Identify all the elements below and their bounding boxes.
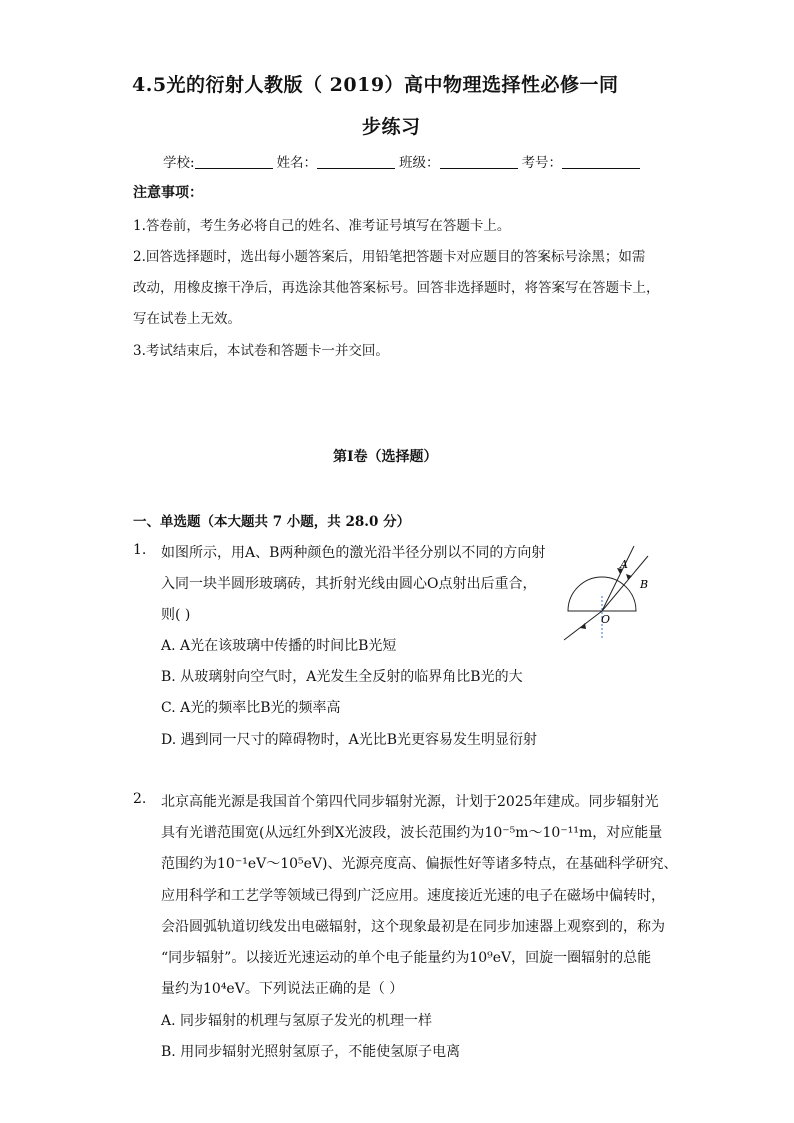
q2-stem-line6: “同步辐射”。以接近光速运动的单个电子能量约为10⁹eV，回旋一圈辐射的总能 [161, 950, 652, 966]
label-o: O [601, 613, 611, 626]
q1-semicircle-figure [560, 538, 670, 648]
school-blank[interactable] [195, 155, 273, 169]
q2-stem-line1: 北京高能光源是我国首个第四代同步辐射光源，计划于2025年建成。同步辐射光 [161, 794, 659, 810]
exit-ray-arrow [580, 623, 586, 629]
q1-option-b[interactable]: B. 从玻璃射向空气时，A光发生全反射的临界角比B光的大 [161, 669, 523, 685]
number-blank[interactable] [562, 155, 640, 169]
notice-item-2a: 2.回答选择题时，选出每小题答案后，用铅笔把答题卡对应题目的答案标号涂黑；如需 [133, 249, 646, 265]
school-label: 学校: [163, 155, 195, 171]
q2-option-b[interactable]: B. 用同步辐射光照射氢原子，不能使氢原子电离 [161, 1044, 461, 1060]
q1-option-d[interactable]: D. 遇到同一尺寸的障碍物时，A光比B光更容易发生明显衍射 [161, 732, 538, 748]
q2-stem-line4: 应用科学和工艺学等领域已得到广泛应用。速度接近光速的电子在磁场中偏转时， [161, 888, 665, 904]
notice-item-2c: 写在试卷上无效。 [133, 311, 241, 327]
section-title: 一、单选题（本大题共 7 小题，共 28.0 分） [133, 514, 411, 530]
name-label: 姓名： [276, 155, 318, 171]
q2-stem-line2: 具有光谱范围宽(从远红外到X光波段，波长范围约为10⁻⁵m～10⁻¹¹m，对应能量 [161, 825, 663, 841]
q2-stem-line7: 量约为10⁴eV。下列说法正确的是（ ） [161, 981, 404, 997]
name-blank[interactable] [317, 155, 395, 169]
q2-stem-line5: 会沿圆弧轨道切线发出电磁辐射，这个现象最初是在同步加速器上观察到的，称为 [161, 919, 665, 935]
q1-stem-line1: 如图所示，用A、B两种颜色的激光沿半径分别以不同的方向射 [161, 545, 546, 561]
class-label: 班级： [399, 155, 440, 171]
q2-stem-line3: 范围约为10⁻¹eV～10⁵eV)、光源亮度高、偏振性好等诸多特点，在基础科学研究、 [161, 856, 678, 872]
q1-stem-line2: 入同一块半圆形玻璃砖，其折射光线由圆心O点射出后重合， [161, 576, 537, 592]
class-blank[interactable] [440, 155, 518, 169]
part-title: 第I卷（选择题） [333, 449, 438, 465]
doc-title-line1: 4.5光的衍射人教版（ 2019）高中物理选择性必修一同 [132, 74, 619, 96]
q2-number: 2. [133, 791, 147, 807]
number-label: 考号： [521, 155, 563, 171]
label-a: A [620, 558, 628, 571]
q1-number: 1. [133, 542, 147, 558]
label-b: B [640, 578, 649, 591]
q1-option-c[interactable]: C. A光的频率比B光的频率高 [161, 700, 341, 716]
doc-title-line2: 步练习 [362, 116, 421, 138]
student-info-row [163, 151, 644, 171]
notice-heading: 注意事项： [133, 185, 203, 201]
notice-item-3: 3.考试结束后，本试卷和答题卡一并交回。 [133, 343, 389, 359]
notice-item-1: 1.答卷前，考生务必将自己的姓名、准考证号填写在答题卡上。 [133, 218, 511, 234]
q1-option-a[interactable]: A. A光在该玻璃中传播的时间比B光短 [161, 638, 397, 654]
q1-stem-line3: 则( ) [161, 607, 191, 623]
notice-item-2b: 改动，用橡皮擦干净后，再选涂其他答案标号。回答非选择题时，将答案写在答题卡上， [133, 280, 660, 296]
q2-option-a[interactable]: A. 同步辐射的机理与氢原子发光的机理一样 [161, 1013, 433, 1029]
